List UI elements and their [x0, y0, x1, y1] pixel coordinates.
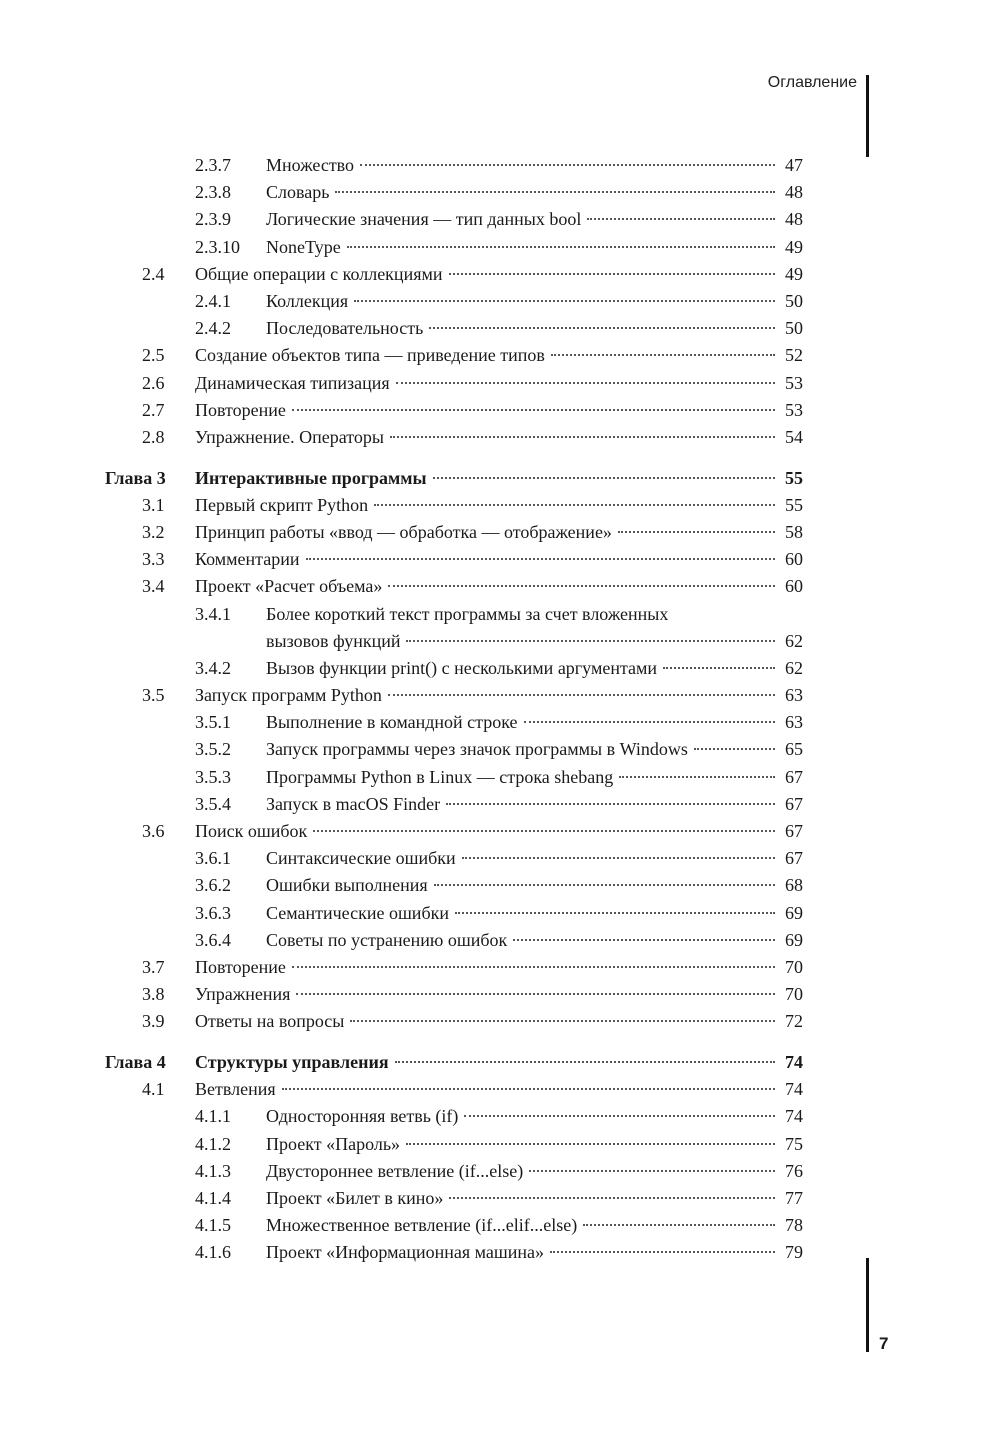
entry-body: [266, 791, 803, 818]
dot-leader: [583, 1224, 775, 1226]
entry-page: 67: [785, 793, 803, 814]
entry-page: 78: [785, 1215, 803, 1236]
running-header: Оглавление: [767, 74, 857, 91]
entry-body: [266, 315, 803, 342]
entry-title: Проект «Информационная машина»: [266, 1242, 545, 1263]
entry-page: 74: [785, 1052, 803, 1072]
dot-leader: [433, 477, 775, 479]
toc-entry-section[interactable]: [105, 682, 803, 709]
entry-body: [195, 342, 803, 369]
toc-entry-section[interactable]: [105, 424, 803, 451]
toc-entry-subsection[interactable]: [105, 1185, 803, 1212]
entry-body: [266, 709, 803, 736]
entry-body: [266, 764, 803, 791]
toc-entry-subsection[interactable]: [105, 179, 803, 206]
header-rule: [866, 75, 869, 157]
entry-title: Запуск программы через значок программы в Windows: [266, 739, 688, 760]
dot-leader: [350, 1020, 775, 1022]
dot-leader: [462, 857, 775, 859]
entry-body: [266, 288, 803, 315]
entry-number: 2.3.9: [195, 209, 231, 230]
entry-page: 62: [785, 657, 803, 678]
table-of-contents: [105, 152, 803, 1267]
entry-body: [195, 1049, 803, 1076]
page-number: 7: [879, 1334, 889, 1353]
toc-entry-subsection[interactable]: [105, 791, 803, 818]
entry-number: 4.1.2: [195, 1133, 231, 1154]
toc-entry-subsection[interactable]: [105, 206, 803, 233]
dot-leader: [446, 803, 775, 805]
entry-page: 55: [785, 494, 803, 515]
toc-entry-section[interactable]: [105, 519, 803, 546]
entry-number: 3.4.1: [195, 603, 231, 624]
entry-number: 2.7: [142, 399, 165, 420]
entry-number: 3.6.4: [195, 929, 231, 950]
entry-body: [266, 1103, 803, 1130]
toc-entry-subsection[interactable]: [105, 315, 803, 342]
entry-title: Структуры управления: [195, 1052, 389, 1072]
entry-number: Глава 4: [105, 1052, 166, 1072]
entry-title: NoneType: [266, 236, 341, 257]
entry-title: Упражнения: [195, 984, 291, 1005]
dot-leader: [513, 939, 775, 941]
entry-title: Вызов функции print() с несколькими аргументами: [266, 657, 658, 678]
entry-body: [195, 519, 803, 546]
entry-body: [195, 397, 803, 424]
entry-number: 3.7: [142, 956, 165, 977]
entry-number: 3.6.3: [195, 902, 231, 923]
toc-entry-subsection[interactable]: [105, 927, 803, 954]
entry-body: [266, 601, 803, 628]
entry-title: Множество: [266, 155, 355, 175]
entry-body: [195, 682, 803, 709]
entry-title: Выполнение в командной строке: [266, 712, 518, 733]
entry-title: Односторонняя ветвь (if): [266, 1106, 459, 1127]
entry-page: 49: [785, 263, 803, 284]
entry-title: Ветвления: [195, 1079, 276, 1100]
entry-number: 2.3.7: [195, 155, 231, 175]
dot-leader: [292, 409, 775, 411]
entry-body: [195, 818, 803, 845]
entry-page: 67: [785, 766, 803, 787]
entry-page: 76: [785, 1160, 803, 1181]
entry-page: 47: [785, 155, 803, 175]
dot-leader: [449, 1197, 775, 1199]
entry-number: 3.6.2: [195, 875, 231, 896]
entry-body: [195, 261, 803, 288]
entry-page: 50: [785, 290, 803, 311]
dot-leader: [374, 504, 775, 506]
toc-entry-subsection[interactable]: [105, 1131, 803, 1158]
entry-title: Поиск ошибок: [195, 821, 308, 841]
toc-entry-subsection[interactable]: [105, 655, 803, 682]
entry-body: [266, 900, 803, 927]
entry-body: [266, 872, 803, 899]
entry-page: 69: [785, 902, 803, 923]
dot-leader: [524, 721, 775, 723]
entry-number: 3.1: [142, 494, 165, 515]
entry-title: Семантические ошибки: [266, 902, 449, 923]
entry-body: [266, 927, 803, 954]
dot-leader: [551, 354, 775, 356]
entry-page: 55: [785, 467, 803, 488]
dot-leader: [306, 558, 775, 560]
entry-page: 53: [785, 399, 803, 420]
entry-body: [195, 424, 803, 451]
entry-page: 62: [785, 630, 803, 651]
toc-entry-subsection[interactable]: [105, 845, 803, 872]
entry-body: [266, 206, 803, 233]
entry-number: 3.6.1: [195, 848, 231, 869]
dot-leader: [663, 667, 775, 669]
entry-number: 4.1.3: [195, 1160, 231, 1181]
entry-page: 50: [785, 318, 803, 339]
entry-title: Проект «Расчет объема»: [195, 576, 383, 597]
entry-number: 3.4.2: [195, 657, 231, 678]
entry-page: 74: [785, 1079, 803, 1100]
entry-page: 67: [785, 821, 803, 841]
entry-body: [266, 1131, 803, 1158]
entry-page: 63: [785, 712, 803, 733]
dot-leader: [618, 531, 775, 533]
entry-page: 68: [785, 875, 803, 896]
entry-body: [195, 546, 803, 573]
entry-page: 74: [785, 1106, 803, 1127]
entry-title: Более короткий текст программы за счет вложенных: [266, 603, 669, 624]
entry-number: 2.4.2: [195, 318, 231, 339]
dot-leader: [354, 300, 775, 302]
entry-body: [266, 736, 803, 763]
entry-body: [266, 152, 803, 179]
entry-page: 54: [785, 426, 803, 447]
entry-number: 3.5.2: [195, 739, 231, 760]
entry-body: [195, 573, 803, 600]
toc-entry-section[interactable]: [105, 261, 803, 288]
entry-page: 79: [785, 1242, 803, 1263]
entry-title: Динамическая типизация: [195, 372, 390, 393]
toc-entry-subsection[interactable]: [105, 872, 803, 899]
toc-entry-subsection[interactable]: [105, 709, 803, 736]
entry-title: Словарь: [266, 182, 330, 203]
entry-page: 63: [785, 685, 803, 706]
toc-entry-subsection[interactable]: [105, 900, 803, 927]
entry-title: Ответы на вопросы: [195, 1011, 345, 1032]
entry-page: 53: [785, 372, 803, 393]
entry-page: 72: [785, 1011, 803, 1032]
toc-entry-chapter[interactable]: [105, 465, 803, 492]
entry-body: [266, 845, 803, 872]
dot-leader: [429, 327, 775, 329]
entry-body: [266, 234, 803, 261]
entry-title: Логические значения — тип данных bool: [266, 209, 582, 230]
entry-page: 70: [785, 956, 803, 977]
dot-leader: [587, 218, 775, 220]
entry-number: 2.4.1: [195, 290, 231, 311]
entry-page: 65: [785, 739, 803, 760]
entry-page: 52: [785, 345, 803, 366]
entry-page: 60: [785, 576, 803, 597]
toc-entry-section[interactable]: [105, 1076, 803, 1103]
entry-title: Создание объектов типа — приведение типов: [195, 345, 545, 366]
entry-title: Упражнение. Операторы: [195, 426, 384, 447]
entry-number: 2.3.10: [195, 236, 240, 257]
entry-title: Проект «Пароль»: [266, 1133, 401, 1154]
toc-entry-subsection[interactable]: [105, 1158, 803, 1185]
entry-number: 3.4: [142, 576, 165, 597]
entry-page: 58: [785, 521, 803, 542]
entry-page: 77: [785, 1187, 803, 1208]
entry-number: 4.1.1: [195, 1106, 231, 1127]
entry-page: 70: [785, 984, 803, 1005]
dot-leader: [449, 273, 776, 275]
dot-leader: [390, 436, 775, 438]
entry-body: [266, 655, 803, 682]
toc-entry-subsection[interactable]: [105, 1212, 803, 1239]
dot-leader: [406, 1143, 775, 1145]
dot-leader: [292, 966, 775, 968]
entry-number: 3.5: [142, 685, 165, 706]
dot-leader: [396, 382, 775, 384]
dot-leader: [335, 191, 775, 193]
entry-title: Принцип работы «ввод — обработка — отображение»: [195, 521, 612, 542]
entry-number: 4.1: [142, 1079, 165, 1100]
toc-entry-subsection[interactable]: [105, 1103, 803, 1130]
dot-leader: [388, 585, 775, 587]
entry-title: Общие операции с коллекциями: [195, 263, 443, 284]
toc-entry-section[interactable]: [105, 818, 803, 845]
entry-title: Проект «Билет в кино»: [266, 1187, 444, 1208]
dot-leader: [619, 776, 775, 778]
dot-leader: [455, 912, 775, 914]
toc-entry-section[interactable]: [105, 492, 803, 519]
toc-entry-section[interactable]: [105, 981, 803, 1008]
entry-title: Комментарии: [195, 549, 300, 570]
entry-title: Интерактивные программы: [195, 467, 427, 488]
entry-number: 4.1.5: [195, 1215, 231, 1236]
toc-entry-subsection[interactable]: [105, 1239, 803, 1266]
dot-leader: [434, 884, 775, 886]
entry-title: Повторение: [195, 956, 286, 977]
entry-number: 3.9: [142, 1011, 165, 1032]
entry-title: Запуск в macOS Finder: [266, 793, 441, 814]
entry-page: 75: [785, 1133, 803, 1154]
entry-number: 3.3: [142, 549, 165, 570]
toc-entry-subsection[interactable]: [105, 152, 803, 179]
entry-title: Запуск программ Python: [195, 685, 382, 706]
entry-title-continuation: вызовов функций: [266, 630, 401, 651]
entry-title: Синтаксические ошибки: [266, 848, 456, 869]
entry-title: Программы Python в Linux — строка shebang: [266, 766, 614, 787]
dot-leader: [347, 246, 775, 248]
entry-number: 3.5.4: [195, 793, 231, 814]
dot-leader: [388, 694, 775, 696]
dot-leader: [550, 1251, 775, 1253]
dot-leader: [464, 1115, 775, 1117]
entry-number: 3.2: [142, 521, 165, 542]
entry-body: [266, 1239, 803, 1266]
entry-title: Повторение: [195, 399, 286, 420]
footer-rule: [866, 1258, 869, 1352]
entry-body: [266, 628, 803, 655]
entry-number: 4.1.4: [195, 1187, 231, 1208]
entry-title: Советы по устранению ошибок: [266, 929, 508, 950]
entry-page: 49: [785, 236, 803, 257]
entry-page: 69: [785, 929, 803, 950]
dot-leader: [406, 640, 775, 642]
toc-entry-subsection[interactable]: [105, 764, 803, 791]
entry-body: [195, 492, 803, 519]
entry-body: [195, 954, 803, 981]
toc-entry-subsection[interactable]: [105, 736, 803, 763]
dot-leader: [395, 1061, 775, 1063]
entry-title: Последовательность: [266, 318, 424, 339]
toc-entry-continuation: [105, 628, 803, 655]
entry-body: [266, 1185, 803, 1212]
entry-body: [266, 179, 803, 206]
entry-title: Первый скрипт Python: [195, 494, 369, 515]
entry-page: 67: [785, 848, 803, 869]
entry-number: 3.6: [142, 821, 165, 841]
entry-number: 2.4: [142, 263, 165, 284]
entry-page: 48: [785, 209, 803, 230]
toc-entry-subsection[interactable]: [105, 601, 803, 628]
toc-entry-subsection[interactable]: [105, 288, 803, 315]
dot-leader: [529, 1170, 775, 1172]
entry-title: Двустороннее ветвление (if...else): [266, 1160, 524, 1181]
toc-entry-section[interactable]: [105, 546, 803, 573]
entry-number: 3.8: [142, 984, 165, 1005]
entry-title: Коллекция: [266, 290, 349, 311]
toc-entry-section[interactable]: [105, 342, 803, 369]
dot-leader: [694, 748, 775, 750]
entry-number: 4.1.6: [195, 1242, 231, 1263]
entry-number: 3.5.3: [195, 766, 231, 787]
dot-leader: [360, 164, 775, 166]
toc-entry-chapter[interactable]: [105, 1049, 803, 1076]
entry-body: [195, 370, 803, 397]
dot-leader: [313, 830, 775, 832]
entry-body: [266, 1158, 803, 1185]
entry-number: Глава 3: [105, 467, 166, 488]
toc-entry-subsection[interactable]: [105, 234, 803, 261]
entry-number: 2.6: [142, 372, 165, 393]
entry-title: Ошибки выполнения: [266, 875, 428, 896]
entry-body: [195, 1076, 803, 1103]
entry-title: Множественное ветвление (if...elif...else): [266, 1215, 578, 1236]
toc-entry-section[interactable]: [105, 370, 803, 397]
entry-number: 2.3.8: [195, 182, 231, 203]
dot-leader: [296, 993, 775, 995]
toc-entry-section[interactable]: [105, 573, 803, 600]
entry-body: [195, 465, 803, 492]
entry-number: 2.8: [142, 426, 165, 447]
toc-entry-section[interactable]: [105, 954, 803, 981]
entry-body: [195, 1008, 803, 1035]
dot-leader: [282, 1088, 775, 1090]
entry-body: [266, 1212, 803, 1239]
entry-number: 2.5: [142, 345, 165, 366]
entry-page: 48: [785, 182, 803, 203]
entry-number: 3.5.1: [195, 712, 231, 733]
toc-entry-section[interactable]: [105, 397, 803, 424]
toc-entry-section[interactable]: [105, 1008, 803, 1035]
entry-body: [195, 981, 803, 1008]
entry-page: 60: [785, 549, 803, 570]
